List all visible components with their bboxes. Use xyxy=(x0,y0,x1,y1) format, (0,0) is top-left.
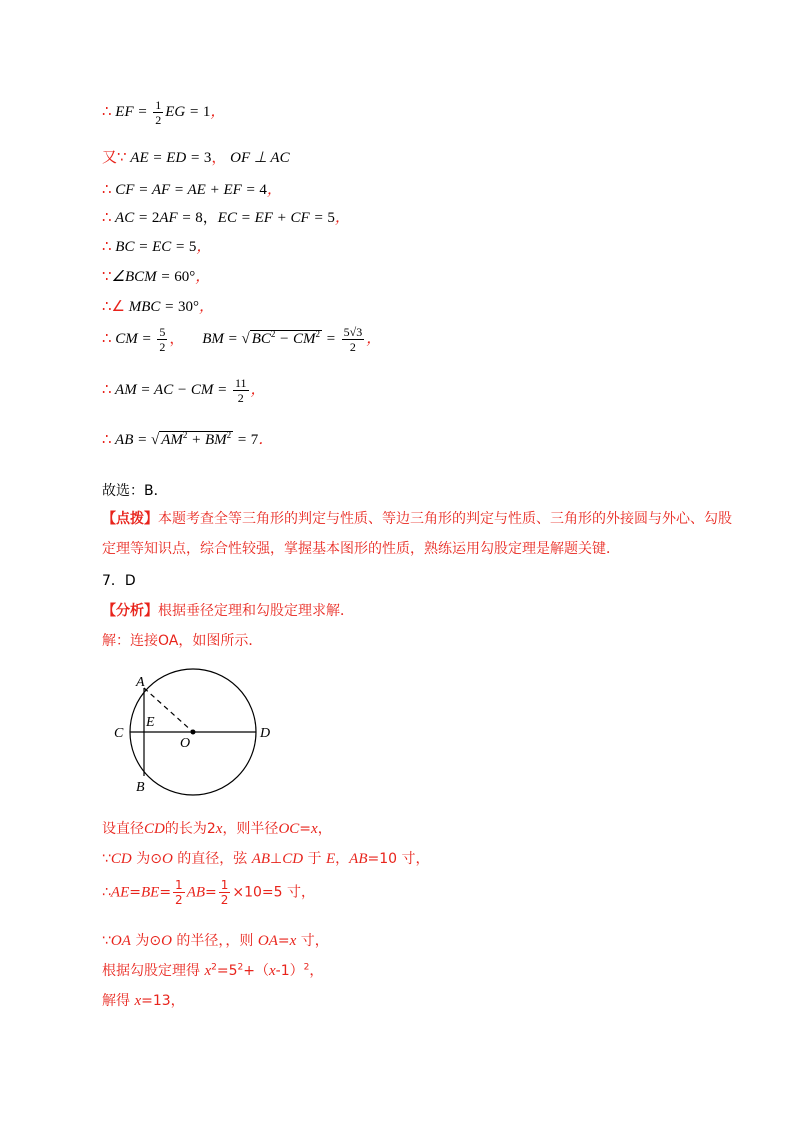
step-ae-ed: 又∵ AE = ED = 3， OF ⊥ AC xyxy=(102,148,290,166)
circle-diagram xyxy=(108,668,298,802)
analysis-text: 根据垂径定理和勾股定理求解． xyxy=(158,603,354,619)
step-cf: ∴ CF = AF = AE + EF = 4， xyxy=(102,182,282,198)
label-c: C xyxy=(114,726,124,741)
step-angle-mbc: ∴∠ MBC = 30°， xyxy=(102,299,215,315)
label-d: D xyxy=(260,726,271,741)
q7-step3: ∴AE=BE= $\frac{1}{2}$ AB= $\frac{1}{2}$ ×10=5 寸， xyxy=(102,878,316,907)
step-angle-bcm: ∵∠BCM = 60°， xyxy=(102,269,211,285)
step-cm-bm: ∴ CM = $\frac{5}{2}$ ， BM = √ $BC^2 - CM^2$ = $\frac{5√3}{2}$ ， xyxy=(102,325,382,354)
q7-step6: 解得 x=13， xyxy=(102,993,185,1009)
label-o: O xyxy=(180,736,191,751)
q7-step4: ∵OA 为⊙O 的半径，，则 OA=x 寸， xyxy=(102,933,329,949)
q7-solution: 解：连接OA，如图所示． xyxy=(102,633,263,649)
answer-line: 故选：B． xyxy=(102,483,168,499)
q7-step2: ∵CD 为⊙O 的直径，弦 AB⊥CD 于 E，AB=10 寸， xyxy=(102,851,430,867)
step-ab: ∴ AB = √ $AM^2 + BM^2 = 7$． xyxy=(102,430,274,448)
analysis-tag: 【分析】 xyxy=(102,603,158,619)
q7-step5: 根据勾股定理得 $x^2=5^2+(x-1)^2$， xyxy=(102,962,324,979)
label-b: B xyxy=(136,780,145,795)
step-ef: ∴ EF = $\frac{1}{2}$ EG = 1， xyxy=(102,98,226,127)
comment-paragraph xyxy=(102,504,742,564)
comment-text: 本题考查全等三角形的判定与性质、等边三角形的判定与性质、三角形的外接圆与外心、勾股定理等知识点，综合性较强，掌握基本图形的性质，熟练运用勾股定理是解题关键． xyxy=(102,511,732,557)
label-e: E xyxy=(146,715,155,730)
q7-number: 7．D xyxy=(102,573,136,589)
step-bc: ∴ BC = EC = 5， xyxy=(102,239,212,255)
q7-analysis xyxy=(102,600,354,620)
q7-step1: 设直径CD的长为2x，则半径OC=x， xyxy=(102,821,332,837)
step-ac: ∴ AC = 2AF = 8，EC = EF + CF = 5， xyxy=(102,208,350,226)
comment-tag: 【点拨】 xyxy=(102,511,158,527)
label-a: A xyxy=(136,675,145,690)
step-am: ∴ AM = AC − CM = $\frac{11}{2}$ ， xyxy=(102,376,266,405)
